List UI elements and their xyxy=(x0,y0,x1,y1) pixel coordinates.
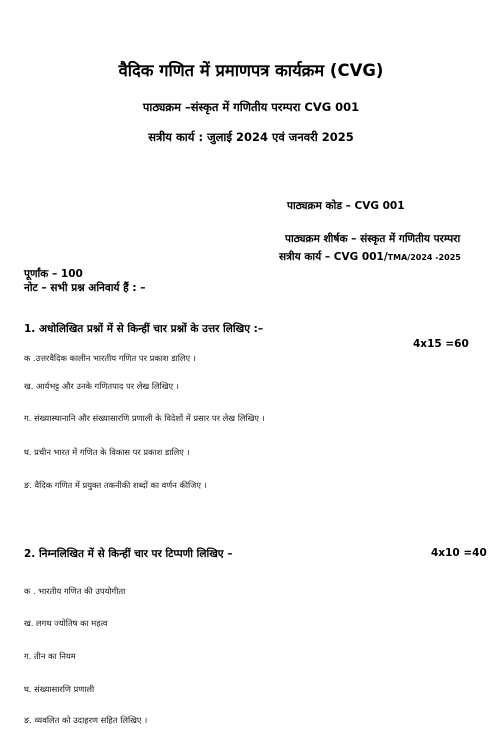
max-marks: पूर्णांक – 100 xyxy=(24,268,83,280)
section-1-item: क .उत्तरवैदिक कालीन भारतीय गणित पर प्रकाश डालिए । xyxy=(24,353,196,363)
section-2-item: ख. लगध ज्योतिष का महत्व xyxy=(24,618,108,628)
course-code: पाठ्यक्रम कोड – CVG 001 xyxy=(287,200,405,212)
section-1-item: ग. संख्यास्थानानि और संख्यासारणि प्रणाली के विदेशों में प्रसार पर लेख लिखिए । xyxy=(24,413,265,423)
section-1-item: ख. आर्यभट्ट और उनके गणितपाद पर लेख लिखिए । xyxy=(24,381,179,391)
section-1-item: ङ. वैदिक गणित में प्रयुक्त तकनीकी शब्दों का वर्णन कीजिए । xyxy=(24,480,207,490)
section-2-heading: 2. निम्नलिखित में से किन्हीं चार पर टिप्पणी लिखिए – xyxy=(24,548,233,560)
section-1-item: घ. प्रचीन भारत में गणित के विकास पर प्रकाश डालिए । xyxy=(24,447,190,457)
section-1-heading: 1. अधोलिखित प्रश्नों में से किन्हीं चार प्रश्नों के उत्तर लिखिए :– xyxy=(24,323,264,335)
section-2-item: ङ. व्यवलित को उदाहरण सहित लिखिए । xyxy=(24,715,148,725)
course-subtitle: पाठ्यक्रम –संस्कृत में गणितीय परम्परा CVG 001 xyxy=(142,100,360,114)
note: नोट – सभी प्रश्न अनिवार्य हैं : – xyxy=(24,282,146,294)
course-title: पाठ्यक्रम शीर्षक – संस्कृत में गणितीय परम्परा xyxy=(285,233,461,245)
section-2-item: ग. तीन का नियम xyxy=(24,651,76,661)
section-2-item: क . भारतीय गणित की उपयोगीता xyxy=(24,586,126,596)
assignment-code xyxy=(279,250,461,264)
session-line: सत्रीय कार्य : जुलाई 2024 एवं जनवरी 2025 xyxy=(148,130,354,144)
document-title: वैदिक गणित में प्रमाणपत्र कार्यक्रम (CVG) xyxy=(118,61,384,80)
assignment-code-prefix: सत्रीय कार्य – CVG 001/ xyxy=(279,251,388,263)
section-2-item: घ. संख्यासारणि प्रणाली xyxy=(24,684,95,694)
section-2-marks: 4x10 =40 xyxy=(431,547,487,559)
assignment-code-suffix: TMA/2024 -2025 xyxy=(387,253,461,262)
section-1-marks: 4x15 =60 xyxy=(413,338,469,350)
